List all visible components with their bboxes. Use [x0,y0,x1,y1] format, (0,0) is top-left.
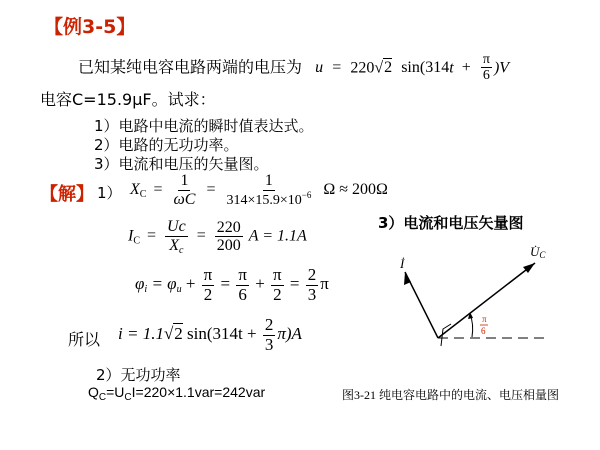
right-angle-mark [441,324,451,346]
angle-arrowhead [468,312,473,319]
amplitude: 220 [350,59,375,77]
step-1-label: 1） [97,184,122,202]
pi-over-6: $\frac{\pi}{6}$ [482,52,490,84]
u-symbol: u [315,59,324,77]
ic-formula: $I_C$ = $\frac{Uc}{X_c}$ = $\frac{220}{200}$ A = 1.1A [128,218,307,256]
solution-label: 【解】 [40,184,94,205]
problem-line-1: 已知某纯电容电路两端的电压为 u = 220√2 sin(314t + $\frac{\pi}{6}$ )V [78,52,510,84]
angle-pi: π [482,314,487,324]
item-1: 1）电路中电流的瞬时值表达式。 [94,117,314,135]
item-2: 2）电路的无功功率。 [94,136,239,154]
angle-6: 6 [481,326,486,336]
problem-text: 已知某纯电容电路两端的电压为 [78,57,303,77]
xc-formula: $X_C$ = $\frac{1}{\omega C}$ = $\frac{1}{314\times 15.9\times 10^{-6}}$ Ω ≈ 200Ω [130,172,388,208]
vector-diagram [390,240,590,370]
label-uc: U̇C [530,244,546,260]
label-i: İ [400,256,405,271]
sin-fn: sin(314 [401,59,450,77]
voltage-vector [438,263,535,338]
problem-line-2: 电容C=15.9μF。试求： [40,90,216,109]
eq-sign: = [332,59,342,77]
t-symbol: t [449,59,454,77]
item-3: 3）电流和电压的矢量图。 [94,155,269,173]
close-paren: )V [493,59,510,77]
plus-sign: + [461,59,471,77]
step-2-label: 2）无功功率 [96,366,181,384]
suoyi-label: 所以 [68,330,101,349]
example-title: 【例3-5】 [44,16,136,38]
current-expression: i = 1.1√2 sin(314t + $\frac{2}{3}$ π)A [118,315,302,354]
figure-caption: 图3-21 纯电容电路中的电流、电压相量图 [342,388,559,402]
phase-formula: $\varphi_i = \varphi_u$ + $\frac{\pi}{2}$ = $\frac{\pi}{6}$ + $\frac{\pi}{2}$ = $\frac{2}{3}$ π [135,265,329,304]
q-line: $Q_C=U_CI=220\times 1.1var=242var$ [88,384,266,403]
sqrt-arg: 2 [384,59,393,77]
diagram-title: 3）电流和电压矢量图 [378,214,524,232]
